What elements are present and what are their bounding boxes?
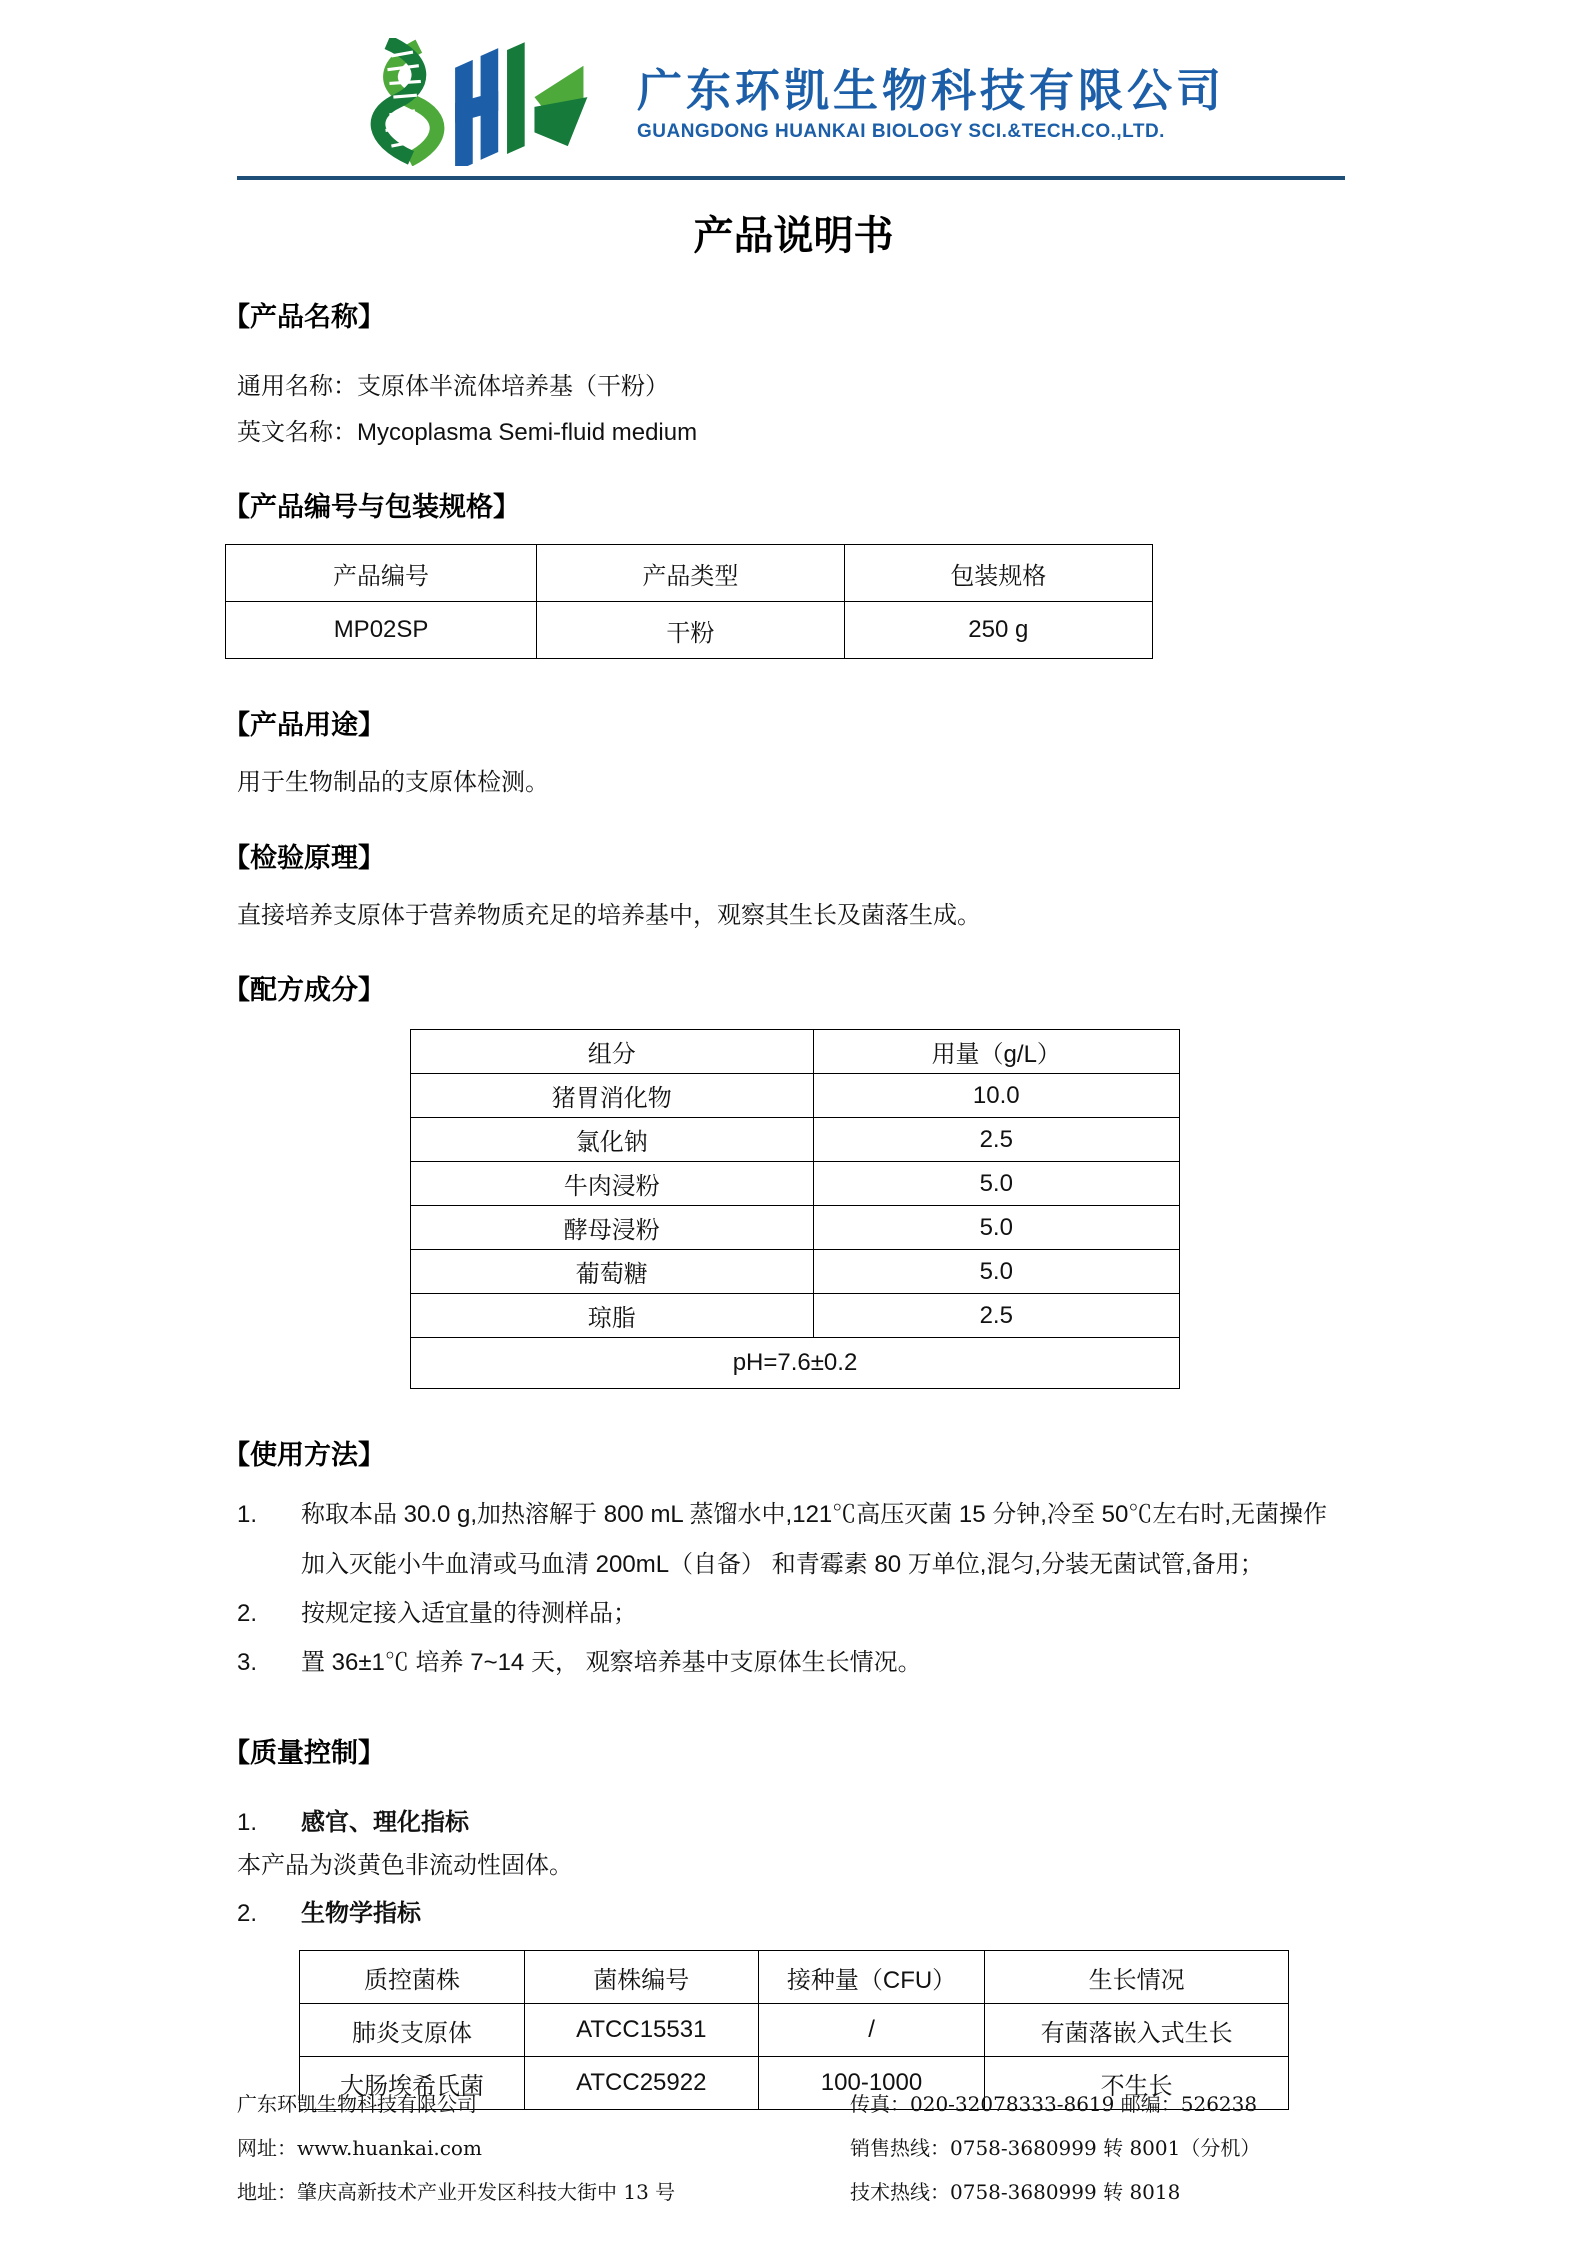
formula-table: [410, 1029, 1180, 1389]
component-cell: 葡萄糖: [411, 1250, 814, 1294]
table-row: [411, 1250, 1180, 1294]
generic-name: 通用名称：支原体半流体培养基（干粉）: [237, 373, 669, 400]
huankai-logo-icon: [362, 38, 607, 166]
item-text: 置 36±1℃ 培养 7~14 天， 观察培养基中支原体生长情况。: [301, 1648, 922, 1676]
ph-value: pH=7.6±0.2: [411, 1338, 1180, 1389]
table-header-row: [411, 1030, 1180, 1074]
product-use-text: 用于生物制品的支原体检测。: [237, 769, 549, 797]
header-cell: 质控菌株: [300, 1951, 525, 2004]
footer-sales-hotline: 销售热线：0758-3680999 转 8001（分机）: [850, 2136, 1261, 2160]
table-row: [411, 1294, 1180, 1338]
data-cell: 不生长: [985, 2057, 1289, 2110]
amount-cell: 2.5: [813, 1294, 1179, 1338]
amount-cell: 5.0: [813, 1206, 1179, 1250]
data-cell: 肺炎支原体: [300, 2004, 525, 2057]
table-header-row: [226, 545, 1153, 602]
product-use-heading: 【产品用途】: [223, 710, 385, 741]
data-cell: /: [758, 2004, 985, 2057]
item-number: 3.: [237, 1648, 258, 1676]
header-cell: 产品编号: [226, 545, 537, 602]
footer-company: 广东环凯生物科技有限公司: [237, 2092, 477, 2116]
footer-website: 网址：www.huankai.com: [237, 2136, 482, 2160]
amount-cell: 5.0: [813, 1250, 1179, 1294]
company-names: [637, 65, 1225, 143]
amount-cell: 10.0: [813, 1074, 1179, 1118]
usage-item: [237, 1490, 1345, 1588]
item-text: 按规定接入适宜量的待测样品；: [301, 1599, 637, 1627]
test-principle-text: 直接培养支原体于营养物质充足的培养基中，观察其生长及菌落生成。: [237, 901, 981, 929]
company-logo: [362, 38, 607, 171]
item-label: 生物学指标: [301, 1899, 421, 1927]
company-name-en: GUANGDONG HUANKAI BIOLOGY SCI.&TECH.CO.,LTD.: [636, 120, 1165, 142]
data-cell: 大肠埃希氏菌: [300, 2057, 525, 2110]
component-cell: 琼脂: [411, 1294, 814, 1338]
quality-heading: 【质量控制】: [223, 1738, 385, 1769]
header-cell: 菌株编号: [524, 1951, 758, 2004]
footer-left-column: [237, 2082, 850, 2214]
product-code-table: [225, 544, 1153, 659]
item-text: 称取本品 30.0 g,加热溶解于 800 mL 蒸馏水中,121℃高压灭菌 15 分钟,冷至 50℃左右时,无菌操作加入灭能小牛血清或马血清 200mL（自备） 和青霉素 80 万单位,混匀,分装无菌试管,备用；: [301, 1501, 1327, 1578]
data-cell: ATCC25922: [524, 2057, 758, 2110]
footer-tech-hotline: 技术热线：0758-3680999 转 8018: [850, 2180, 1181, 2204]
english-name: 英文名称：Mycoplasma Semi-fluid medium: [237, 418, 698, 446]
header-cell: 产品类型: [537, 545, 845, 602]
item-number: 1.: [237, 1809, 258, 1837]
item-number: 2.: [237, 1899, 258, 1927]
item-number: 2.: [237, 1599, 258, 1627]
data-cell: 250 g: [844, 602, 1152, 659]
ph-row: [411, 1338, 1180, 1389]
header-cell: 接种量（CFU）: [758, 1951, 985, 2004]
table-header-row: [300, 1951, 1289, 2004]
usage-heading: 【使用方法】: [223, 1440, 385, 1471]
document-body: [0, 295, 1587, 2110]
document-header: [0, 0, 1587, 170]
table-row: [411, 1162, 1180, 1206]
amount-cell: 2.5: [813, 1118, 1179, 1162]
component-cell: 猪胃消化物: [411, 1074, 814, 1118]
header-cell: 包装规格: [844, 545, 1152, 602]
table-row: [411, 1118, 1180, 1162]
component-cell: 氯化钠: [411, 1118, 814, 1162]
footer-address: 地址：肇庆高新技术产业开发区科技大街中 13 号: [237, 2180, 676, 2204]
test-principle-heading: 【检验原理】: [223, 842, 385, 873]
usage-list: [237, 1490, 1345, 1687]
data-cell: ATCC15531: [524, 2004, 758, 2057]
usage-item: [237, 1589, 1345, 1638]
header-rule: [237, 176, 1345, 180]
quality-item-biological: [237, 1891, 1345, 1937]
formula-heading: 【配方成分】: [223, 975, 385, 1006]
table-row: [226, 602, 1153, 659]
item-number: 1.: [237, 1501, 258, 1529]
page-title: 产品说明书: [693, 214, 894, 258]
data-cell: 干粉: [537, 602, 845, 659]
footer-right-column: [850, 2082, 1387, 2214]
product-code-heading: 【产品编号与包装规格】: [223, 492, 520, 523]
amount-cell: 5.0: [813, 1162, 1179, 1206]
quality-item-sensory: [237, 1800, 1345, 1846]
table-row: [411, 1206, 1180, 1250]
product-name-heading: 【产品名称】: [223, 302, 385, 332]
data-cell: 100-1000: [758, 2057, 985, 2110]
header-cell: 生长情况: [985, 1951, 1289, 2004]
component-cell: 酵母浸粉: [411, 1206, 814, 1250]
footer-fax: 传真：020-32078333-8619 邮编：526238: [850, 2092, 1258, 2116]
usage-item: [237, 1638, 1345, 1687]
component-cell: 牛肉浸粉: [411, 1162, 814, 1206]
table-row: [300, 2004, 1289, 2057]
data-cell: 有菌落嵌入式生长: [985, 2004, 1289, 2057]
table-row: [411, 1074, 1180, 1118]
header-cell: 组分: [411, 1030, 814, 1074]
document-footer: [237, 2082, 1387, 2214]
sensory-text: 本产品为淡黄色非流动性固体。: [237, 1851, 573, 1879]
company-name-cn: 广东环凯生物科技有限公司: [636, 65, 1225, 117]
data-cell: MP02SP: [226, 602, 537, 659]
header-cell: 用量（g/L）: [813, 1030, 1179, 1074]
item-label: 感官、理化指标: [301, 1809, 469, 1837]
